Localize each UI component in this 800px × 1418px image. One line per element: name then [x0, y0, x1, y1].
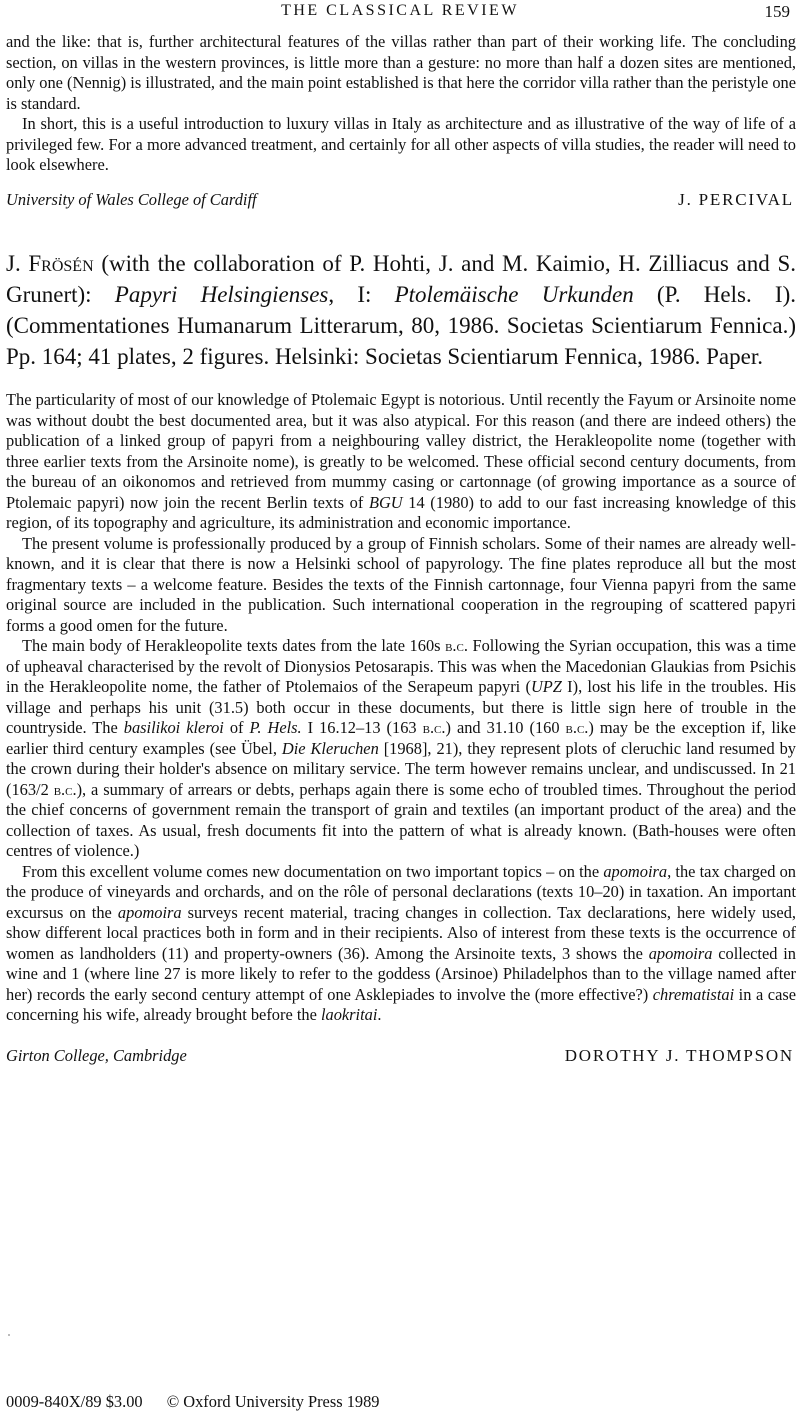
heading-collaborators: (with the collaboration of P. Hohti, J. and M. Kaimio, H. Zilliacus and S. Grunert): [6, 251, 796, 307]
page-number: 159 [764, 2, 790, 21]
text-run: ) may be the exception if, like earlier third century examples (see Übel, [6, 718, 796, 758]
review-2-paragraph-4 [6, 862, 796, 1026]
text-run: The main body of Herakleopolite texts dates from the late 160s [22, 636, 446, 655]
text-run: , the tax charged on the produce of vineyards and orchards, and on the rôle of personal declarations (texts 10–20) in taxation. An important excursus on the [6, 861, 796, 922]
heading-publication-details: (P. Hels. I). (Commentationes Humanarum Litterarum, 80, 1986. Societas Scientiarum Fennica.) Pp. 164; 41 plates, 2 figures. Helsinki: Societas Scientiarum Fennica, 1986. Paper. [6, 282, 796, 369]
running-head [0, 0, 800, 30]
text-run: ), a summary of arrears or debts, perhaps again there is some echo of troubled times. Throughout the period the chief concerns of government remain the transport of grain and textiles (an important product of the area) and the collection of taxes. As usual, fresh documents fit into the pattern of what is already known. (Bath-houses were often centres of violence.) [6, 779, 796, 860]
text-run: surveys recent material, tracing changes in collection. Tax declarations, here widely used, show different local practices both in form and in their recipients. Also of interest from these texts is the occurrence of women as landholders (11) and property-owners (36). Among the Arsinoite texts, 3 shows the [6, 902, 796, 963]
footer-copyright: © Oxford University Press 1989 [166, 1392, 380, 1411]
review-1-paragraph-2: In short, this is a useful introduction to luxury villas in Italy as architecture and as illustrative of the way of life of a privileged few. For a more advanced treatment, and certainly for all other aspects of villa studies, the reader will need to look elsewhere. [6, 114, 796, 174]
italic-run: chrematistai [652, 984, 735, 1004]
italic-run: basilikoi kleroi [123, 718, 224, 737]
page-content [6, 32, 796, 1066]
bc-abbrev: b.c. [422, 718, 446, 737]
text-run: [1968], 21), they represent plots of cleruchic land resumed by the crown during their holder's absence on military service. The term however remains unclear, and undiscussed. In 21 (163/2 [6, 738, 796, 799]
text-run: ) and 31.10 (160 [445, 718, 566, 737]
reviewer-affiliation: Girton College, Cambridge [6, 1045, 187, 1065]
reviewer-name: DOROTHY J. THOMPSON [564, 1045, 794, 1065]
text-run: The particularity of most of our knowledge of Ptolemaic Egypt is notorious. Until recently the Fayum or Arsinoite nome was without doubt the best documented area, but it was also atypical. For this reason (and there are indeed others) the publication of a linked group of papyri from a neighbouring valley district, the Herakleopolite nome (together with three earlier texts from the Arsinoite nome), is greatly to be welcomed. These official second century documents, from the bureau of an oikonomos and retrieved from mummy casing or cartonnage (of growing importance as a source of Ptolemaic papyri) now join the recent Berlin texts of [6, 390, 796, 512]
review-1-paragraph-1: and the like: that is, further architectural features of the villas rather than part of their working life. The concluding section, on villas in the western provinces, is little more than a gesture: no more than half a dozen sites are mentioned, only one (Nennig) is illustrated, and the main point established is that here the corridor villa rather than the peristyle one is standard. [6, 32, 796, 113]
reviewer-affiliation: University of Wales College of Cardiff [6, 189, 257, 209]
review-2-paragraph-2: The present volume is professionally produced by a group of Finnish scholars. Some of their names are already well-known, and it is clear that there is now a Helsinki school of papyrology. The fine plates reproduce all but the most fragmentary texts – a welcome feature. Besides the texts of the Finnish cartonnage, four Vienna papyri from the same original source are included in the publication. Such international cooperation in the regrouping of scattered papyri forms a good omen for the future. [6, 533, 796, 635]
review-2-body [6, 390, 796, 1026]
heading-title: Papyri Helsingienses [114, 282, 329, 307]
bc-abbrev: b.c. [445, 636, 468, 655]
page-footer [6, 1392, 399, 1412]
text-run: collected in wine and 1 (where line 27 is more likely to refer to the goddess (Arsinoe) Philadelphos than to the village named after her) records the early second century attempt of one Asklepiades to involve the (more effective?) [6, 943, 796, 1004]
review-1-signature [6, 190, 796, 211]
heading-author-initial: J. [6, 251, 29, 276]
text-run: of [223, 718, 250, 737]
text-run: I), lost his life in the troubles. His village and perhaps his unit (31.5) both occur in these documents, but there is little sign here of trouble in the countryside. The [6, 677, 796, 737]
review-2-heading [6, 248, 796, 372]
italic-run: apomoira [117, 902, 182, 922]
italic-run: UPZ [530, 677, 562, 696]
footer-code: 0009-840X/89 $3.00 [6, 1392, 143, 1411]
running-title: THE CLASSICAL REVIEW [281, 2, 519, 19]
bc-abbrev: b.c. [565, 718, 589, 737]
text-run: I 16.12–13 (163 [301, 718, 423, 737]
italic-run: Die Kleruchen [281, 738, 379, 758]
heading-author-surname: Frösén [28, 251, 94, 276]
italic-run: apomoira [648, 943, 713, 963]
italic-run: BGU [368, 492, 403, 512]
review-2-signature [6, 1046, 796, 1067]
heading-subtitle: Ptolemäische Urkunden [394, 282, 634, 307]
italic-run: laokritai [320, 1005, 378, 1024]
reviewer-name: J. PERCIVAL [678, 189, 794, 209]
heading-volume: , I: [328, 282, 395, 307]
italic-run: apomoira [603, 861, 668, 881]
text-run: 14 (1980) to add to our fast increasing knowledge of this region, of its topography and agriculture, its administration and economic importance. [6, 492, 796, 532]
text-run: in a case concerning his wife, already brought before the [6, 984, 796, 1024]
review-1-body [6, 32, 796, 176]
scan-mark [8, 1334, 10, 1336]
review-2-paragraph-1 [6, 390, 796, 534]
text-run: From this excellent volume comes new documentation on two important topics – on the [22, 861, 604, 881]
review-2-paragraph-3 [6, 636, 796, 862]
bc-abbrev: b.c. [53, 779, 77, 799]
italic-run: P. Hels. [249, 718, 302, 737]
text-run: Following the Syrian occupation, this was a time of upheaval characterised by the revolt of Dionysios Petosarapis. This was when the Macedonian Glaukias from Psichis in the Herakleopolite nome, the father of Ptolemaios of the Serapeum papyri ( [6, 636, 796, 696]
text-run: . [377, 1005, 382, 1024]
